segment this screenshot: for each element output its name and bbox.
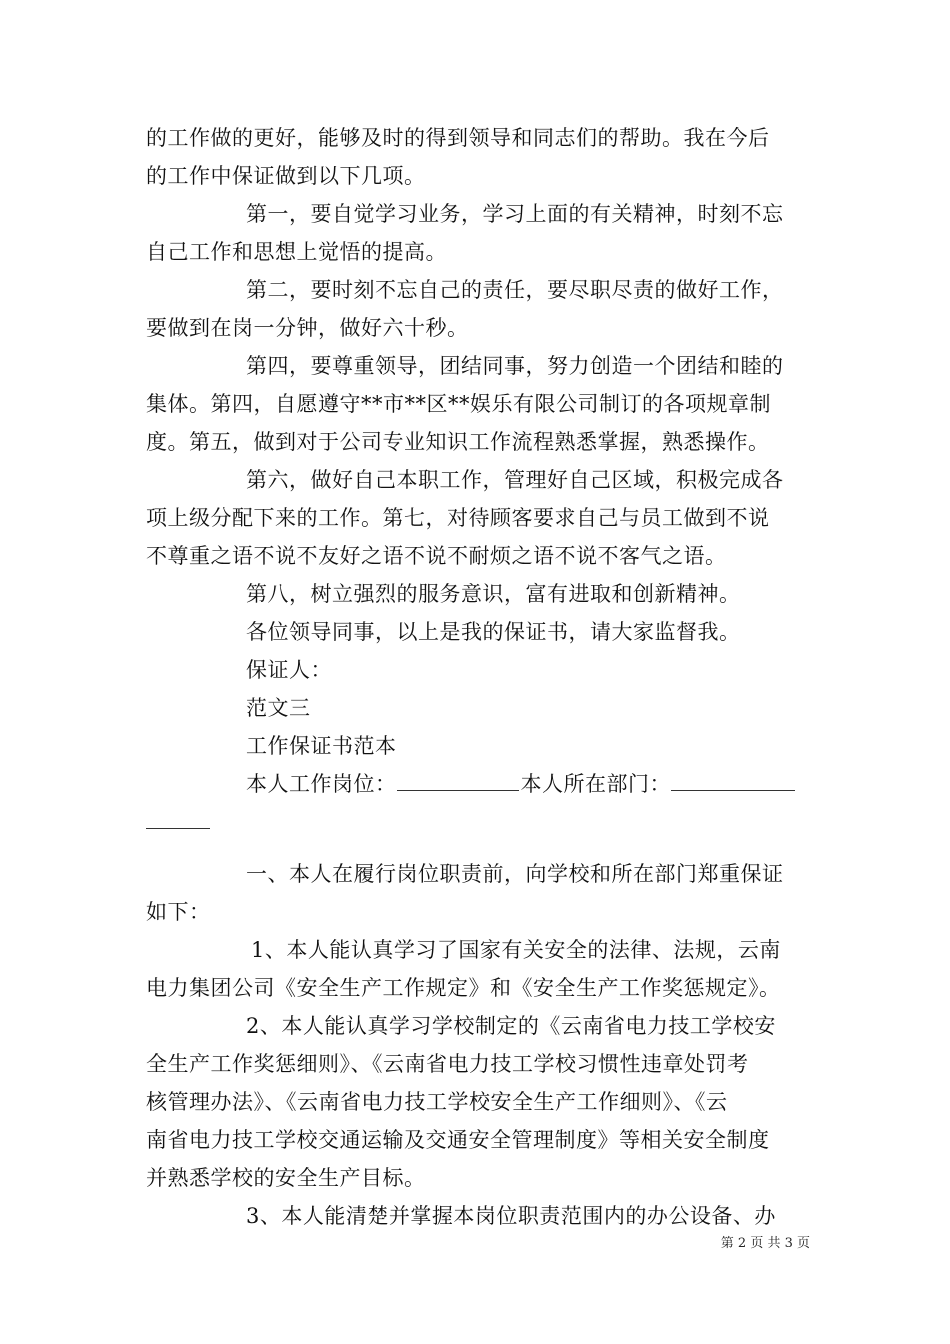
section-title: 范文三	[246, 696, 311, 720]
document-title: 工作保证书范本	[246, 734, 397, 758]
paragraph-line: 1、本人能认真学习了国家有关安全的法律、法规，云南	[251, 938, 781, 962]
paragraph-line: 的工作中保证做到以下几项。	[146, 164, 426, 188]
department-blank-continuation	[146, 806, 210, 829]
paragraph-line: 各位领导同事，以上是我的保证书，请大家监督我。	[246, 620, 741, 644]
paragraph-line: 如下：	[146, 900, 211, 924]
paragraph-line: 2、本人能认真学习学校制定的《云南省电力技工学校安	[246, 1014, 776, 1038]
paragraph-line: 第四，要尊重领导，团结同事，努力创造一个团结和睦的	[246, 354, 784, 378]
department-label: 本人所在部门：	[520, 772, 671, 796]
paragraph-line: 并熟悉学校的安全生产目标。	[146, 1166, 426, 1190]
paragraph-line: 第二，要时刻不忘自己的责任，要尽职尽责的做好工作，	[246, 278, 784, 302]
position-department-line	[146, 765, 806, 803]
position-label: 本人工作岗位：	[246, 772, 397, 796]
paragraph-line: 核管理办法》、《云南省电力技工学校安全生产工作细则》、《云	[146, 1090, 728, 1114]
department-blank	[671, 768, 795, 791]
paragraph-line: 的工作做的更好，能够及时的得到领导和同志们的帮助。我在今后	[146, 126, 770, 150]
guarantor-label: 保证人：	[246, 658, 332, 682]
paragraph-line: 第八，树立强烈的服务意识，富有进取和创新精神。	[246, 582, 741, 606]
paragraph-line: 3、本人能清楚并掌握本岗位职责范围内的办公设备、办	[246, 1204, 776, 1228]
paragraph-line: 一、本人在履行岗位职责前，向学校和所在部门郑重保证	[246, 862, 784, 886]
paragraph-line: 不尊重之语不说不友好之语不说不耐烦之语不说不客气之语。	[146, 544, 727, 568]
paragraph-line: 集体。第四，自愿遵守**市**区**娱乐有限公司制订的各项规章制	[146, 392, 771, 416]
paragraph-line: 度。第五，做到对于公司专业知识工作流程熟悉掌握，熟悉操作。	[146, 430, 770, 454]
paragraph-line: 南省电力技工学校交通运输及交通安全管理制度》等相关安全制度	[146, 1128, 770, 1152]
paragraph-line: 全生产工作奖惩细则》、《云南省电力技工学校习惯性违章处罚考	[146, 1052, 749, 1076]
paragraph-line: 项上级分配下来的工作。第七，对待顾客要求自己与员工做到不说	[146, 506, 770, 530]
paragraph-line: 自己工作和思想上觉悟的提高。	[146, 240, 447, 264]
page-number: 第 2 页 共 3 页	[720, 1236, 810, 1251]
paragraph-line: 电力集团公司《安全生产工作规定》和《安全生产工作奖惩规定》。	[146, 976, 781, 1000]
paragraph-line: 要做到在岗一分钟，做好六十秒。	[146, 316, 469, 340]
document-body	[146, 119, 806, 1235]
paragraph-line: 第六，做好自己本职工作，管理好自己区域，积极完成各	[246, 468, 784, 492]
blank-continuation-line	[146, 803, 806, 855]
position-blank	[397, 768, 519, 791]
paragraph-line: 第一，要自觉学习业务，学习上面的有关精神，时刻不忘	[246, 202, 784, 226]
